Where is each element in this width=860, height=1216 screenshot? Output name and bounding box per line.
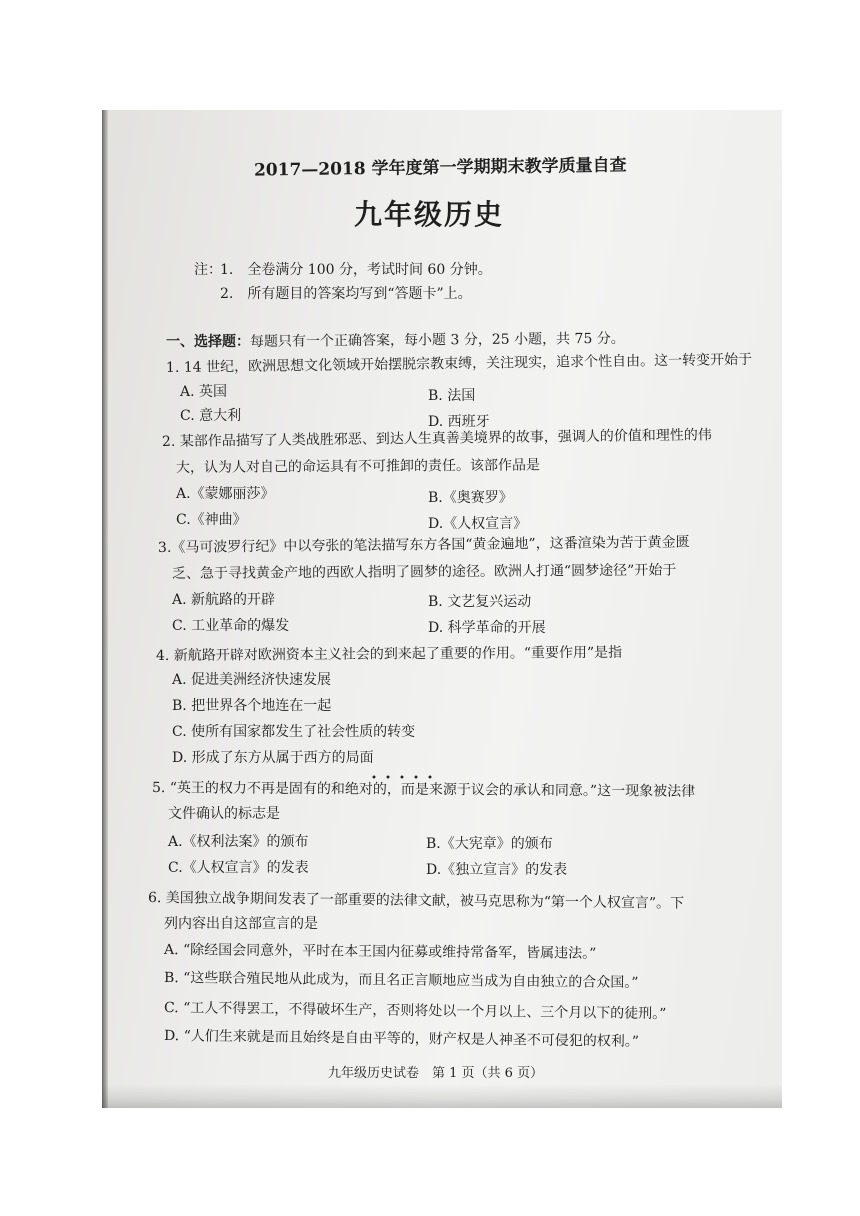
question-1-text: 1. 14 世纪，欧洲思想文化领域开始摆脱宗教束缚，关注现实，追求个性自由。这一转变开始于 xyxy=(165,351,753,376)
question-5-option-a: A.《权利法案》的颁布 xyxy=(168,834,309,850)
question-3-option-a: A. 新航路的开辟 xyxy=(172,592,276,608)
question-2-text-1: 2. 某部作品描写了人类战胜邪恶、到达人生真善美境界的故事，强调人的价值和理性的伟 xyxy=(161,427,712,450)
note-item-2: 2. 所有题目的答案均写到“答题卡”上。 xyxy=(220,286,472,302)
question-6-option-a: A. “除经国会同意外，平时在本王国内征募或维持常备军，皆属违法。” xyxy=(163,942,597,962)
note-item-1: 1. 全卷满分 100 分，考试时间 60 分钟。 xyxy=(220,262,492,278)
section-instruction: 每题只有一个正确答案，每小题 3 分，25 小题，共 75 分。 xyxy=(249,330,625,350)
question-4-option-a: A. 促进美洲经济快速发展 xyxy=(172,672,332,688)
question-3-option-d: D. 科学革命的开展 xyxy=(428,620,546,636)
exam-photo xyxy=(102,110,782,1108)
exam-subtitle: 2017—2018 学年度第一学期期末教学质量自查 xyxy=(253,155,627,181)
question-5-text-2: 文件确认的标志是 xyxy=(168,806,280,822)
question-2-option-d: D.《人权宣言》 xyxy=(428,516,528,532)
question-5-option-b: B.《大宪章》的颁布 xyxy=(426,836,553,852)
question-2-option-a: A.《蒙娜丽莎》 xyxy=(176,486,275,502)
question-3-option-c: C. 工业革命的爆发 xyxy=(172,618,290,634)
question-5-option-c: C.《人权宣言》的发表 xyxy=(168,860,309,876)
question-6-text-1: 6. 美国独立战争期间发表了一部重要的法律文献，被马克思称为“第一个人权宣言”。下 xyxy=(147,890,685,912)
question-1-option-c: C. 意大利 xyxy=(180,408,242,424)
question-4-option-c: C. 使所有国家都发生了社会性质的转变 xyxy=(172,724,416,740)
question-2-option-b: B.《奥赛罗》 xyxy=(428,490,513,506)
exam-title: 九年级历史 xyxy=(354,198,505,231)
question-5-option-d: D.《独立宣言》的发表 xyxy=(426,862,568,878)
section-heading: 一、选择题： xyxy=(166,334,250,350)
question-2-text-2: 大，认为人对自己的命运具有不可推卸的责任。该部作品是 xyxy=(175,457,541,476)
exam-page xyxy=(102,110,782,1108)
page-footer: 九年级历史试卷 第 1 页（共 6 页） xyxy=(328,1066,544,1081)
question-3-text-1: 3.《马可波罗行纪》中以夸张的笔法描写东方各国“黄金遍地”，这番渲染为苦于黄金匮 xyxy=(157,534,690,556)
question-1-option-b: B. 法国 xyxy=(428,388,476,404)
question-4-text: 4. 新航路开辟对欧洲资本主义社会的到来起了重要的作用。“重要作用”是指 xyxy=(155,644,623,664)
emphasis-dots xyxy=(367,775,437,779)
question-6-text-2: 列内容出自这部宣言的是 xyxy=(164,916,318,932)
page-curl-shadow xyxy=(102,1084,782,1108)
question-1-option-a: A. 英国 xyxy=(180,384,228,400)
question-4-option-d: D. 形成了东方从属于西方的局面 xyxy=(172,750,374,766)
question-2-option-c: C.《神曲》 xyxy=(176,512,247,528)
question-4-option-b: B. 把世界各个地连在一起 xyxy=(172,698,332,714)
question-3-text-2: 乏、急于寻找黄金产地的西欧人指明了圆梦的途径。欧洲人打通“圆梦途径”开始于 xyxy=(171,562,677,582)
question-5-text-1: 5. “英王的权力不再是固有的和绝对的，而是来源于议会的承认和同意。”这一现象被法律 xyxy=(151,780,696,800)
question-1-option-d: D. 西班牙 xyxy=(428,414,490,430)
question-6-option-c: C. “工人不得罢工，不得破坏生产，否则将处以一个月以上、三个月以下的徒刑。” xyxy=(163,1000,667,1023)
notes-label: 注： xyxy=(194,262,222,278)
question-6-option-d: D. “人们生来就是而且始终是自由平等的，财产权是人神圣不可侵犯的权利。” xyxy=(163,1028,640,1050)
question-6-option-b: B. “这些联合殖民地从此成为，而且名正言顺地应当成为自由独立的合众国。” xyxy=(163,970,639,991)
question-3-option-b: B. 文艺复兴运动 xyxy=(428,594,532,610)
